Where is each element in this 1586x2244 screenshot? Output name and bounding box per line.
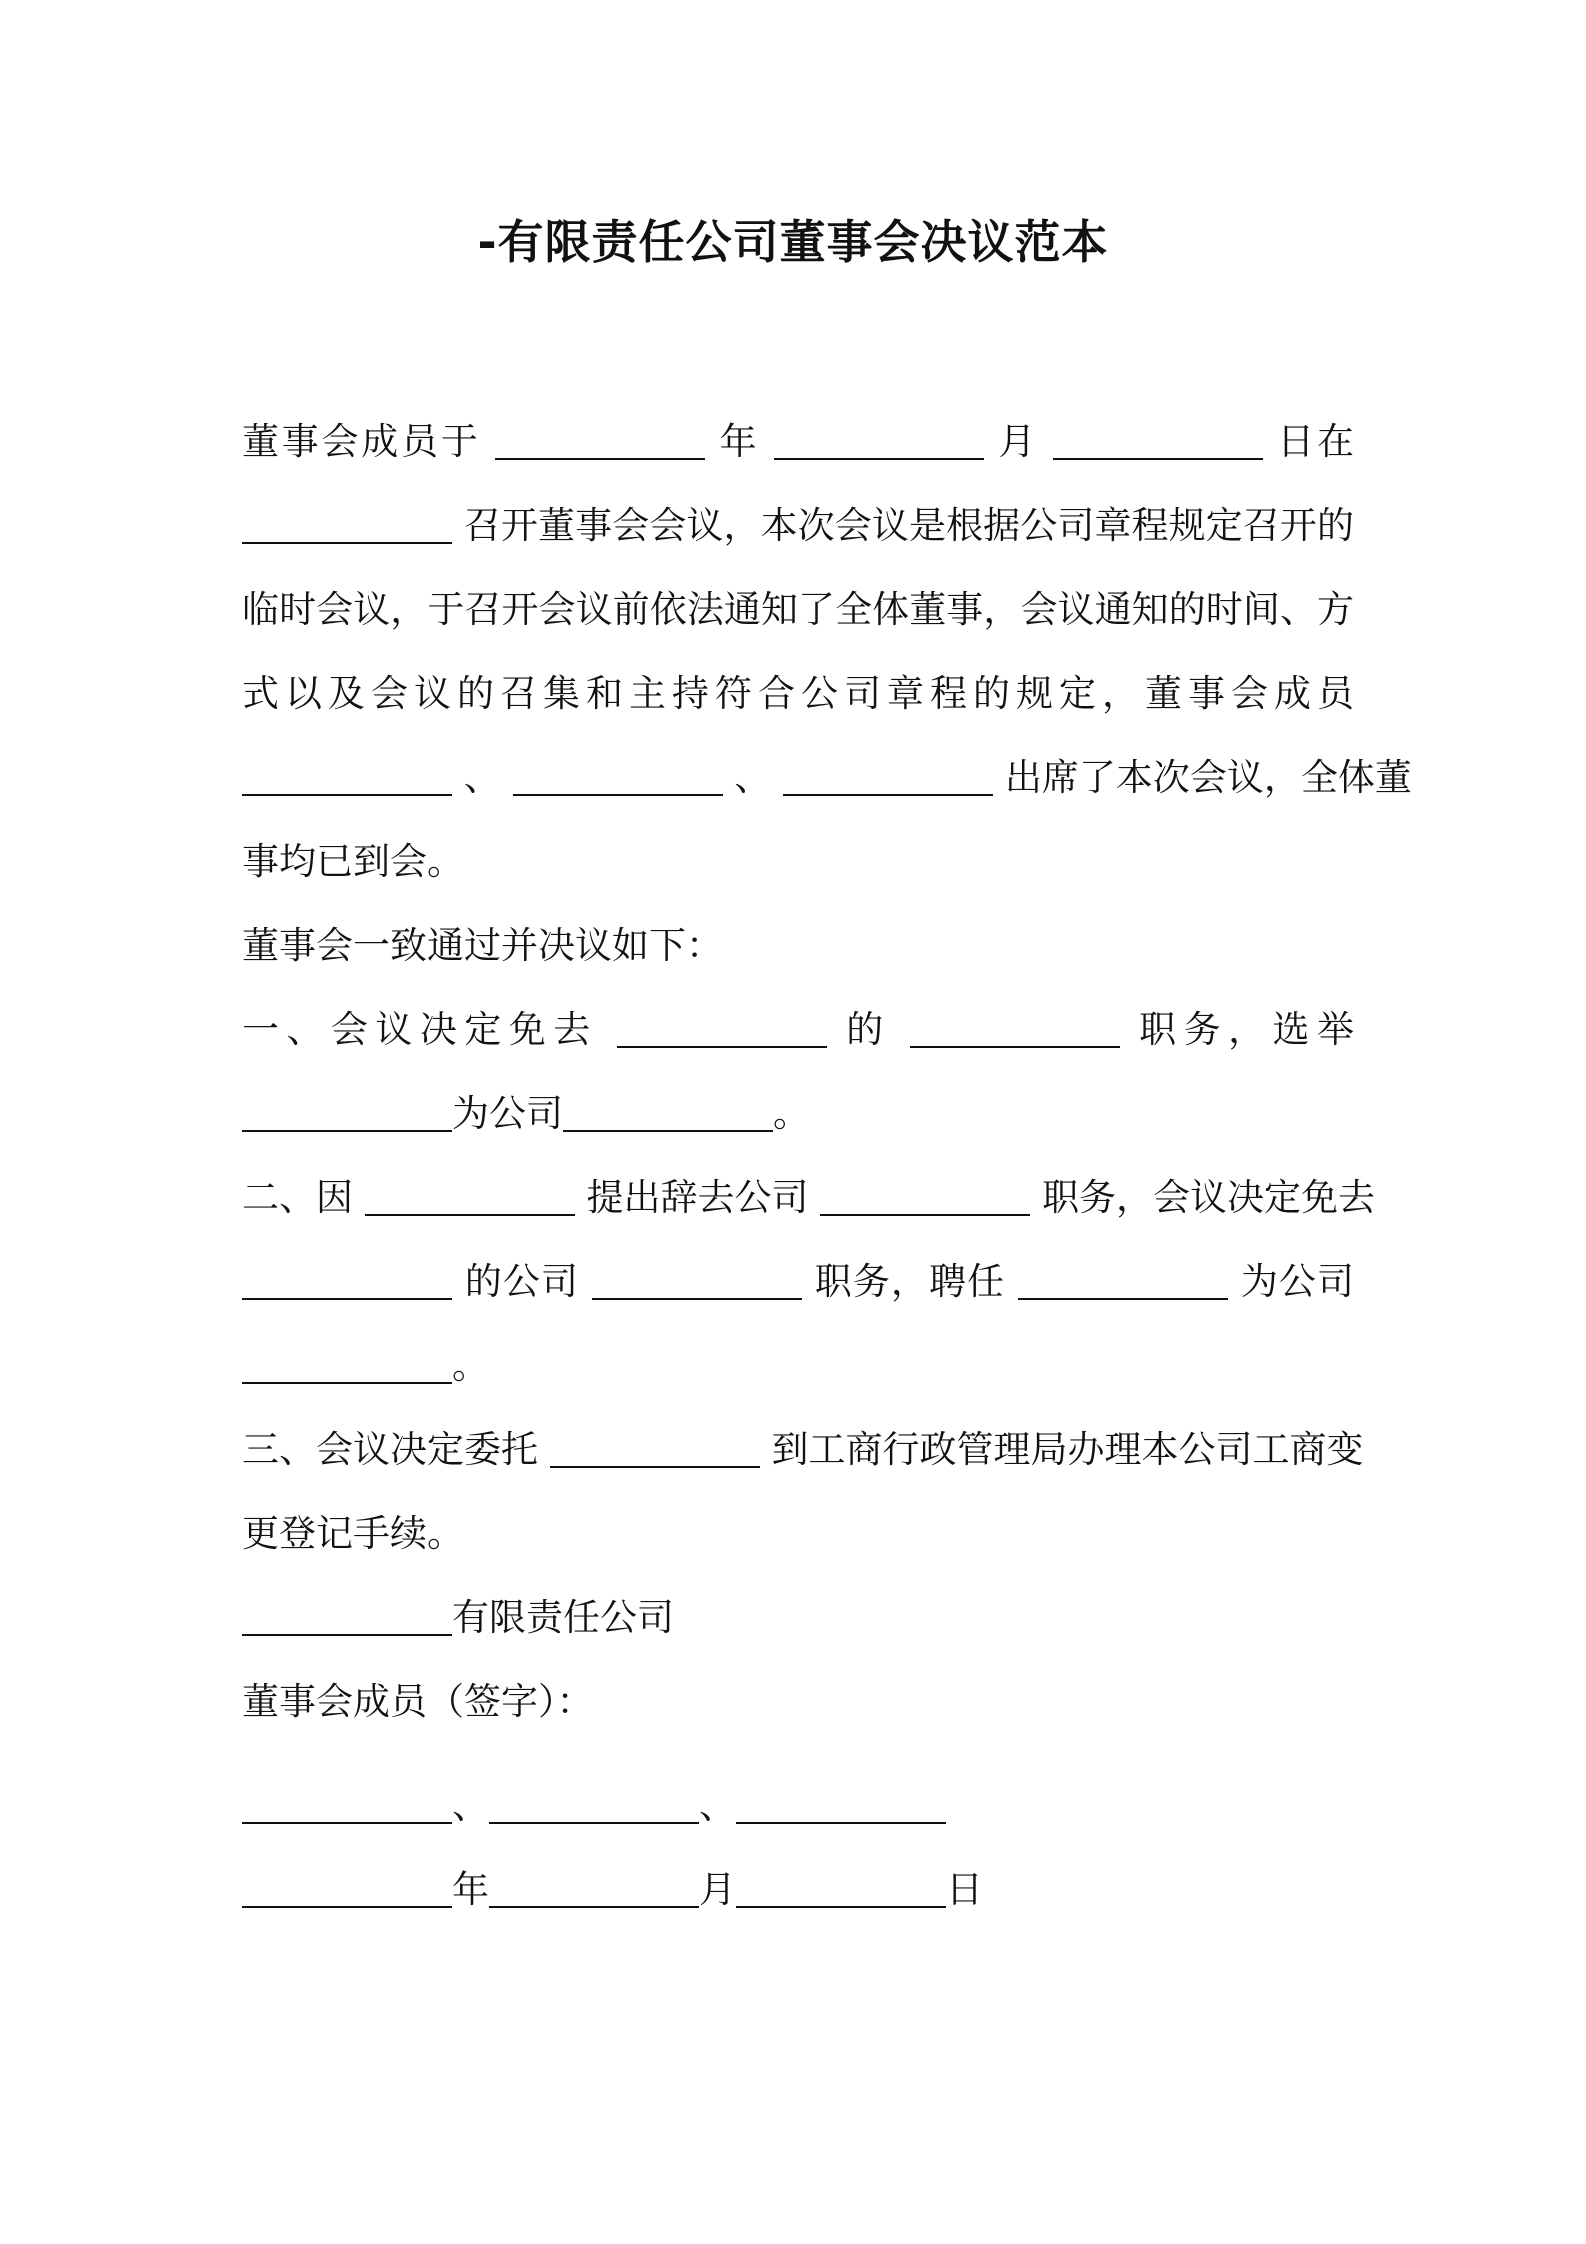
- fill-blank: [617, 1006, 827, 1048]
- fill-blank: [736, 1782, 946, 1824]
- text-segment: 事均已到会。: [242, 840, 464, 883]
- fill-blank: [736, 1866, 946, 1908]
- text-segment: 式以及会议的召集和主持符合公司章程的规定，董事会成员: [242, 672, 1354, 715]
- resolution-2-line-2: [242, 1240, 1354, 1324]
- fill-blank: [242, 754, 452, 796]
- paragraph-line-5: [242, 736, 1412, 820]
- text-segment: 到工商行政管理局办理本公司工商变: [771, 1428, 1364, 1471]
- text-segment: 年: [452, 1868, 489, 1911]
- paragraph-line-2: [242, 484, 1354, 568]
- text-segment: 、: [463, 756, 501, 799]
- fill-blank: [820, 1174, 1030, 1216]
- paragraph-line-7: [242, 904, 1354, 988]
- text-segment: 年: [719, 420, 760, 463]
- fill-blank: [489, 1866, 699, 1908]
- fill-blank: [774, 418, 984, 460]
- text-segment: 。: [452, 1344, 489, 1387]
- text-segment: 、: [734, 756, 772, 799]
- resolution-3-line-2: [242, 1492, 1354, 1576]
- fill-blank: [242, 1594, 452, 1636]
- text-segment: 二、因: [242, 1176, 353, 1219]
- fill-blank: [242, 1342, 452, 1384]
- text-segment: 月: [699, 1868, 736, 1911]
- resolution-2-line-3: [242, 1324, 1354, 1408]
- resolution-2-line-1: [242, 1156, 1376, 1240]
- text-segment: 出席了本次会议，全体董: [1004, 756, 1412, 799]
- fill-blank: [563, 1090, 773, 1132]
- paragraph-line-6: [242, 820, 1354, 904]
- text-segment: 有限责任公司: [452, 1596, 674, 1639]
- text-segment: 更登记手续。: [242, 1512, 464, 1555]
- text-segment: 召开董事会会议，本次会议是根据公司章程规定召开的: [463, 504, 1354, 547]
- text-segment: 一、会议决定免去: [242, 1008, 598, 1051]
- text-segment: 为公司: [1240, 1260, 1354, 1303]
- text-segment: 三、会议决定委托: [242, 1428, 538, 1471]
- text-segment: 日在: [1277, 420, 1355, 463]
- document-body: [242, 400, 1412, 1932]
- document-title: -有限责任公司董事会决议范本: [477, 215, 1109, 269]
- fill-blank: [242, 1090, 452, 1132]
- fill-blank: [1018, 1258, 1228, 1300]
- resolution-3-line-1: [242, 1408, 1364, 1492]
- fill-blank: [242, 1258, 452, 1300]
- text-segment: 日: [946, 1868, 983, 1911]
- text-segment: 、: [699, 1784, 736, 1827]
- text-segment: 的公司: [464, 1260, 580, 1303]
- fill-blank: [242, 1782, 452, 1824]
- fill-blank: [550, 1426, 760, 1468]
- text-segment: 董事会成员（签字）：: [242, 1680, 594, 1723]
- fill-blank: [513, 754, 723, 796]
- company-name-line: [242, 1576, 1354, 1660]
- fill-blank: [489, 1782, 699, 1824]
- text-segment: 职务，聘任: [814, 1260, 1006, 1303]
- paragraph-line-4: [242, 652, 1354, 736]
- text-segment: 董事会成员于: [242, 420, 481, 463]
- paragraph-line-3: [242, 568, 1354, 652]
- text-segment: 职务，会议决定免去: [1042, 1176, 1376, 1219]
- fill-blank: [592, 1258, 802, 1300]
- fill-blank: [365, 1174, 575, 1216]
- fill-blank: [495, 418, 705, 460]
- text-segment: 临时会议，于召开会议前依法通知了全体董事，会议通知的时间、方: [242, 588, 1354, 631]
- fill-blank: [910, 1006, 1120, 1048]
- date-line: [242, 1848, 1354, 1932]
- resolution-1-line-2: [242, 1072, 1354, 1156]
- fill-blank: [783, 754, 993, 796]
- spacer: [242, 1744, 1354, 1764]
- text-segment: 为公司: [452, 1092, 563, 1135]
- signature-label-line: [242, 1660, 1354, 1744]
- resolution-1-line-1: [242, 988, 1354, 1072]
- text-segment: 、: [452, 1784, 489, 1827]
- fill-blank: [1053, 418, 1263, 460]
- paragraph-line-1: [242, 400, 1354, 484]
- fill-blank: [242, 1866, 452, 1908]
- text-segment: 提出辞去公司: [586, 1176, 809, 1219]
- text-segment: 董事会一致通过并决议如下：: [242, 924, 723, 967]
- text-segment: 月: [998, 420, 1039, 463]
- text-segment: 。: [773, 1092, 810, 1135]
- fill-blank: [242, 502, 452, 544]
- signature-blanks-line: [242, 1764, 1354, 1848]
- text-segment: 的: [846, 1008, 891, 1051]
- text-segment: 职务，选举: [1139, 1008, 1355, 1051]
